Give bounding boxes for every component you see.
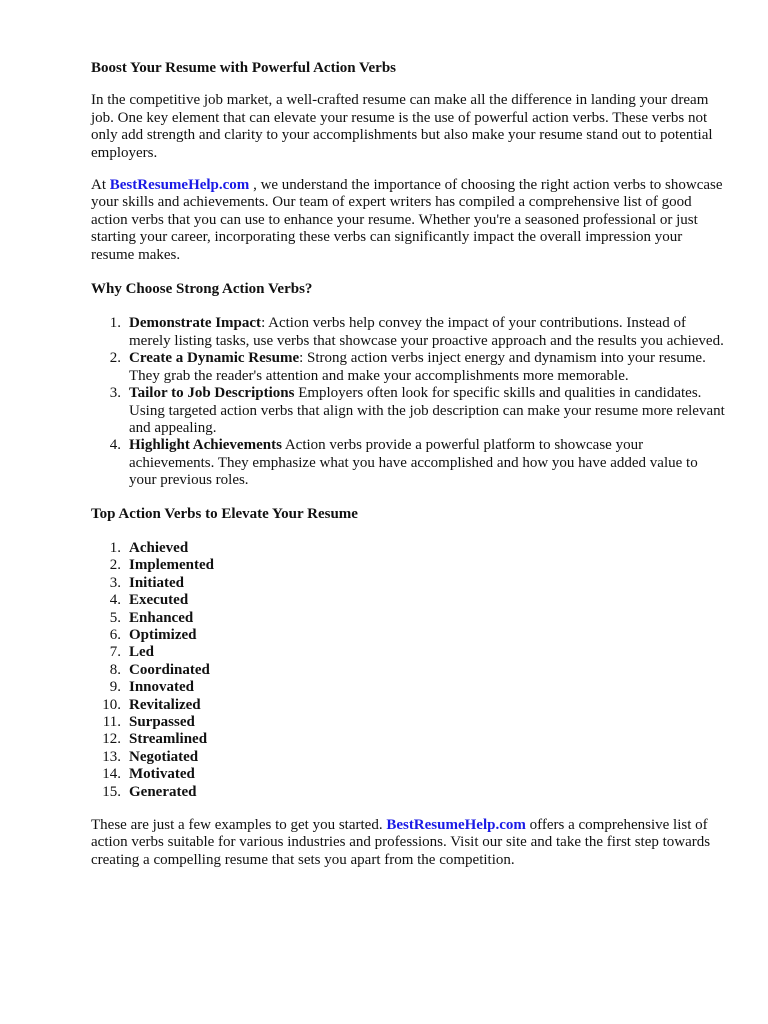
verb-text: Revitalized: [129, 696, 201, 713]
why-heading: Why Choose Strong Action Verbs?: [91, 281, 313, 298]
bestresumehelp-link[interactable]: BestResumeHelp.com: [386, 817, 526, 834]
verb-text: Led: [129, 644, 155, 661]
list-item: [91, 385, 726, 437]
list-number: 3.: [109, 385, 121, 402]
reason-text: : Strong action verbs inject energy and dynamism into your resume. They grab the reader's attention and make your accomplishments more memorable.: [129, 350, 706, 384]
document-page: [91, 60, 726, 869]
list-number: 11.: [102, 714, 121, 730]
list-item: [91, 557, 726, 574]
reason-text: Action verbs provide a powerful platform to showcase your achievements. They emphasize what you have accomplished and how you have added value to your previous roles.: [129, 437, 698, 489]
list-number: 2.: [109, 350, 121, 367]
verb-text: Surpassed: [129, 714, 195, 730]
list-number: 4.: [109, 437, 121, 454]
list-number: 1.: [109, 315, 121, 332]
company-suffix: , we understand the importance of choosing the right action verbs to showcase your skills and achievements. Our team of expert writers has compiled a comprehensive list of good action verbs that you can use to enhance your resume. Whether you're a seasoned professional or just starting your career, incorporating these verbs can significantly impact the overall impression your resume makes.: [91, 177, 723, 263]
list-item: [91, 662, 726, 679]
list-number: 1.: [109, 539, 121, 556]
list-item: [91, 350, 726, 385]
list-item: [91, 784, 726, 801]
list-number: 15.: [102, 783, 121, 800]
reason-title: Create a Dynamic Resume: [129, 350, 300, 367]
list-number: 7.: [109, 644, 121, 661]
bestresumehelp-link[interactable]: BestResumeHelp.com: [109, 177, 250, 194]
list-item: [91, 437, 726, 489]
verb-text: Negotiated: [129, 748, 199, 765]
verb-text: Motivated: [129, 766, 195, 783]
list-number: 5.: [109, 609, 121, 626]
list-item: [91, 575, 726, 592]
reasons-list: [91, 315, 726, 489]
list-item: [91, 540, 726, 557]
reason-title: Demonstrate Impact: [129, 315, 262, 332]
reason-text: Employers often look for specific skills and qualities in candidates. Using targeted action verbs that align with the job description can make your resume more relevant and appealing.: [129, 385, 725, 436]
reason-text: : Action verbs help convey the impact of your contributions. Instead of merely listing tasks, use verbs that showcase your proactive approach and the results you achieved.: [129, 315, 724, 349]
list-item: [91, 749, 726, 766]
list-number: 13.: [102, 748, 121, 765]
list-item: [91, 592, 726, 609]
list-item: [91, 679, 726, 696]
list-number: 3.: [109, 574, 121, 591]
verb-text: Implemented: [129, 557, 214, 574]
verb-text: Generated: [129, 783, 197, 800]
closing-prefix: These are just a few examples to get you started.: [91, 817, 387, 834]
verb-text: Streamlined: [129, 731, 208, 748]
verb-text: Executed: [129, 592, 189, 609]
list-number: 12.: [102, 731, 121, 748]
reason-title: Highlight Achievements: [129, 437, 282, 454]
company-paragraph: [91, 177, 726, 264]
list-item: [91, 644, 726, 661]
verbs-list: [91, 540, 726, 801]
closing-paragraph: [91, 817, 726, 869]
list-item: [91, 766, 726, 783]
company-prefix: At: [91, 177, 110, 194]
list-number: 9.: [109, 679, 121, 696]
verb-text: Initiated: [129, 574, 185, 591]
list-item: [91, 627, 726, 644]
list-number: 8.: [109, 661, 121, 678]
top-verbs-heading: Top Action Verbs to Elevate Your Resume: [91, 505, 358, 522]
list-number: 14.: [102, 766, 121, 783]
list-item: [91, 610, 726, 627]
intro-paragraph: In the competitive job market, a well-crafted resume can make all the difference in landing your dream job. One key element that can elevate your resume is the use of powerful action verbs. These verbs not only add strength and clarity to your accomplishments but also make your resume stand out to potential employers.: [91, 92, 713, 161]
verb-text: Coordinated: [129, 661, 210, 678]
closing-suffix: offers a comprehensive list of action verbs suitable for various industries and professions. Visit our site and take the first step towards creating a compelling resume that sets you apart from the competition.: [91, 817, 711, 868]
list-item: [91, 714, 726, 731]
list-number: 6.: [109, 626, 121, 643]
verb-text: Achieved: [129, 539, 189, 556]
verb-text: Enhanced: [129, 609, 194, 626]
list-item: [91, 731, 726, 748]
verb-text: Innovated: [129, 679, 195, 696]
list-number: 10.: [102, 696, 121, 713]
reason-title: Tailor to Job Descriptions: [129, 385, 295, 402]
list-item: [91, 315, 726, 350]
list-item: [91, 697, 726, 714]
page-title: Boost Your Resume with Powerful Action Verbs: [91, 60, 397, 76]
list-number: 4.: [109, 592, 121, 609]
verb-text: Optimized: [129, 626, 197, 643]
list-number: 2.: [109, 557, 121, 574]
